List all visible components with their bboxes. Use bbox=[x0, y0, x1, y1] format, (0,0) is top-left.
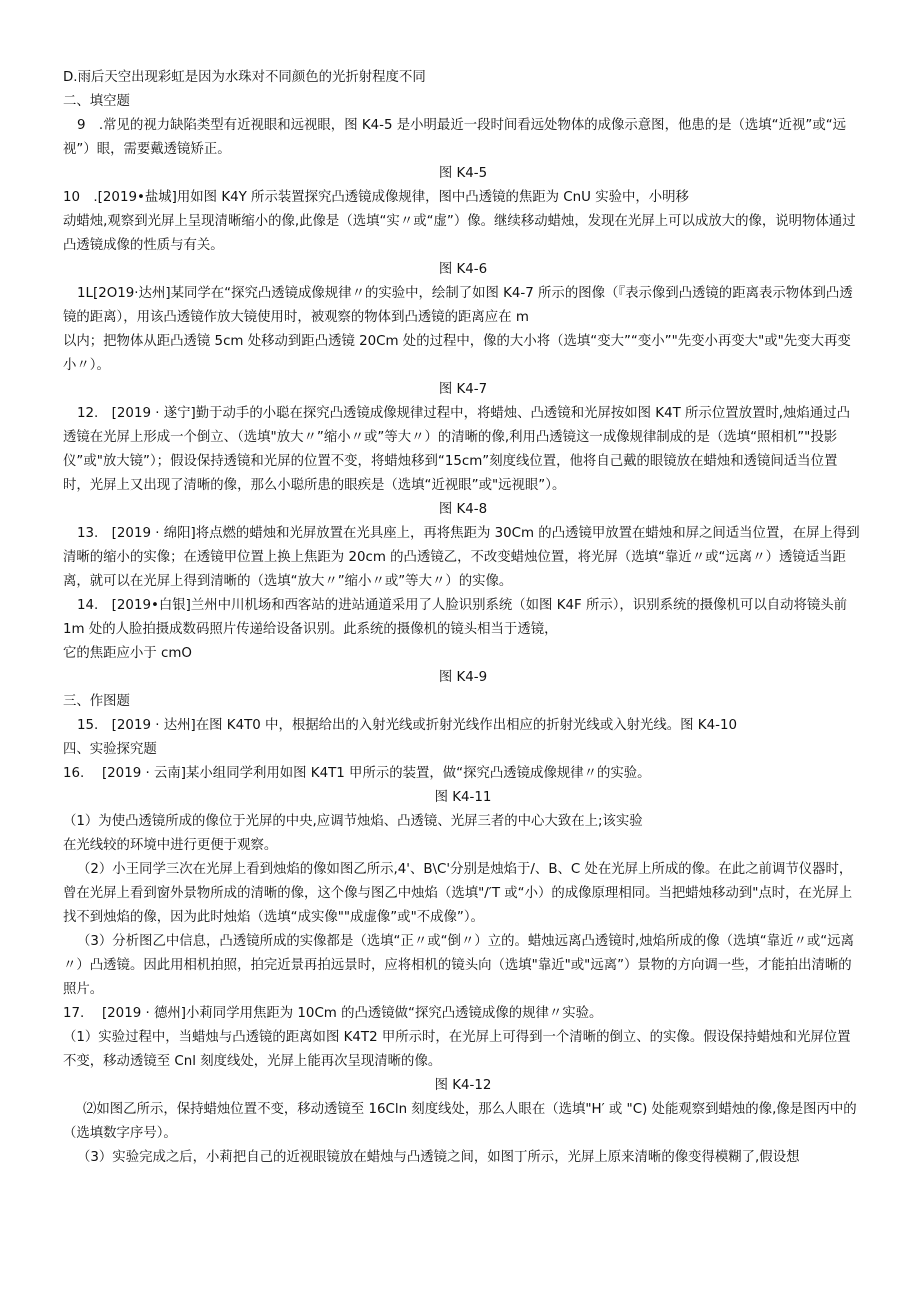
question-16-part-2: （2）小王同学三次在光屏上看到烛焰的像如图乙所示,4'、B\C'分别是烛焰于/、B、C 处在光屏上所成的像。在此之前调节仪器时，曾在光屏上看到窗外景物所成的清晰的像，这个像与图乙中烛焰（选填"/′T 或“小）的成像原理相同。当把蜡烛移动到"点时，在光屏上找不到烛焰的像，因为此时烛焰（选填“成实像""成虚像”或"不成像”）。 bbox=[63, 862, 853, 925]
document-page bbox=[63, 66, 863, 1170]
question-17-part-2: ⑵如图乙所示，保持蜡烛位置不变，移动透镜至 16Cln 刻度线处，那么人眼在（选填"H′ 或 "C) 处能观察到蜡烛的像,像是图丙中的（选填数字序号）。 bbox=[63, 1102, 857, 1141]
question-10-line-1: 10 .[2019•盐城]用如图 K4Y 所示装置探究凸透镜成像规律，图中凸透镜的焦距为 CnU 实验中，小明移 bbox=[63, 190, 689, 205]
question-16: 16. [2019 · 云南]某小组同学利用如图 K4T1 甲所示的装置，做“探究凸透镜成像规律〃的实验。 bbox=[63, 766, 651, 781]
question-16-part-1-line-2: 在光线较的环境中进行更便于观察。 bbox=[63, 838, 278, 853]
section-heading-drawing: 三、作图题 bbox=[63, 694, 130, 709]
question-10-line-2: 动蜡烛,观察到光屏上呈现清晰缩小的像,此像是（选填“实〃或“虚”）像。继续移动蜡烛，发现在光屏上可以成放大的像，说明物体通过凸透镜成像的性质与有关。 bbox=[63, 214, 856, 253]
question-17-part-3: （3）实验完成之后，小莉把自己的近视眼镜放在蜡烛与凸透镜之间，如图丁所示，光屏上原来清晰的像变得模糊了,假设想 bbox=[77, 1150, 800, 1165]
question-11-line-1: 1L[2O19·达州]某同学在“探究凸透镜成像规律〃的实验中，绘制了如图 K4-7 所示的图像（『表示像到凸透镜的距离表示物体到凸透镜的距离），用该凸透镜作放大镜使用时，被观察的物体到凸透镜的距离应在 m bbox=[63, 286, 853, 325]
figure-caption-k4-9: 图 K4-9 bbox=[438, 670, 488, 685]
option-d-line: D.雨后天空出现彩虹是因为水珠对不同颜色的光折射程度不同 bbox=[63, 70, 426, 85]
question-11-line-2: 以内；把物体从距凸透镜 5cm 处移动到距凸透镜 20Cm 处的过程中，像的大小将（选填“变大”“变小”"先变小再变大"或"先变大再变小〃）。 bbox=[63, 334, 851, 373]
question-16-part-1-line-1: （1）为使凸透镜所成的像位于光屏的中央,应调节烛焰、凸透镜、光屏三者的中心大致在上;该实验 bbox=[63, 814, 643, 829]
figure-caption-k4-7: 图 K4-7 bbox=[438, 382, 488, 397]
figure-caption-k4-6: 图 K4-6 bbox=[438, 262, 488, 277]
question-15: 15. [2019 · 达州]在图 K4T0 中，根据给出的入射光线或折射光线作出相应的折射光线或入射光线。图 K4-10 bbox=[77, 718, 737, 733]
figure-caption-k4-5: 图 K4-5 bbox=[438, 166, 488, 181]
question-14-line-1: 14. [2019•白银]兰州中川机场和西客站的进站通道采用了人脸识别系统（如图 K4F 所示），识别系统的摄像机可以自动将镜头前 1m 处的人脸拍摄成数码照片传递给设备识别。此系统的摄像机的镜头相当于透镜， bbox=[63, 598, 848, 637]
question-13: 13. [2019 · 绵阳]将点燃的蜡烛和光屏放置在光具座上，再将焦距为 30Cm 的凸透镜甲放置在蜡烛和屏之间适当位置，在屏上得到清晰的缩小的实像；在透镜甲位置上换上焦距为 20cm 的凸透镜乙，不改变蜡烛位置，将光屏（选填“靠近〃或“远离〃）透镜适当距离，就可以在光屏上得到清晰的（选填“放大〃”缩小〃或”等大〃）的实像。 bbox=[63, 526, 860, 589]
question-12: 12. [2019 · 遂宁]勤于动手的小聪在探究凸透镜成像规律过程中，将蜡烛、凸透镜和光屏按如图 K4T 所示位置放置时,烛焰通过凸透镜在光屏上形成一个倒立、（选填"放大〃”缩小〃或”等大〃）的清晰的像,利用凸透镜这一成像规律制成的是（选填“照相机”"投影仪”或"放大镜”）；假设保持透镜和光屏的位置不变，将蜡烛移到“15cm”刻度线位置，他将自己戴的眼镜放在蜡烛和透镜间适当位置时，光屏上又出现了清晰的像，那么小聪所患的眼疾是（选填“近视眼”或"远视眼”）。 bbox=[63, 406, 850, 493]
question-17-part-1: （1）实验过程中，当蜡烛与凸透镜的距离如图 K4T2 甲所示时，在光屏上可得到一个清晰的倒立、的实像。假设保持蜡烛和光屏位置不变，移动透镜至 Cnl 刻度线处，光屏上能再次呈现清晰的像。 bbox=[63, 1030, 851, 1069]
question-17: 17. [2019 · 德州]小莉同学用焦距为 10Cm 的凸透镜做“探究凸透镜成像的规律〃实验。 bbox=[63, 1006, 603, 1021]
figure-caption-k4-11: 图 K4-11 bbox=[434, 790, 492, 805]
section-heading-experiment: 四、实验探究题 bbox=[63, 742, 157, 757]
question-9: 9 .常见的视力缺陷类型有近视眼和远视眼，图 K4-5 是小明最近一段时间看远处物体的成像示意图，他患的是（选填“近视”或“远视”）眼，需要戴透镜矫正。 bbox=[63, 118, 847, 157]
section-heading-fill-in: 二、填空题 bbox=[63, 94, 130, 109]
figure-caption-k4-8: 图 K4-8 bbox=[438, 502, 488, 517]
question-16-part-3: （3）分析图乙中信息，凸透镜所成的实像都是（选填“正〃或“倒〃）立的。蜡烛远离凸透镜时,烛焰所成的像（选填“靠近〃或“远离〃）凸透镜。因此用相机拍照，拍完近景再拍远景时，应将相机的镜头向（选填"靠近"或"远离”）景物的方向调一些，才能拍出清晰的照片。 bbox=[63, 934, 855, 997]
figure-caption-k4-12: 图 K4-12 bbox=[434, 1078, 492, 1093]
question-14-line-2: 它的焦距应小于 cmO bbox=[63, 646, 192, 661]
